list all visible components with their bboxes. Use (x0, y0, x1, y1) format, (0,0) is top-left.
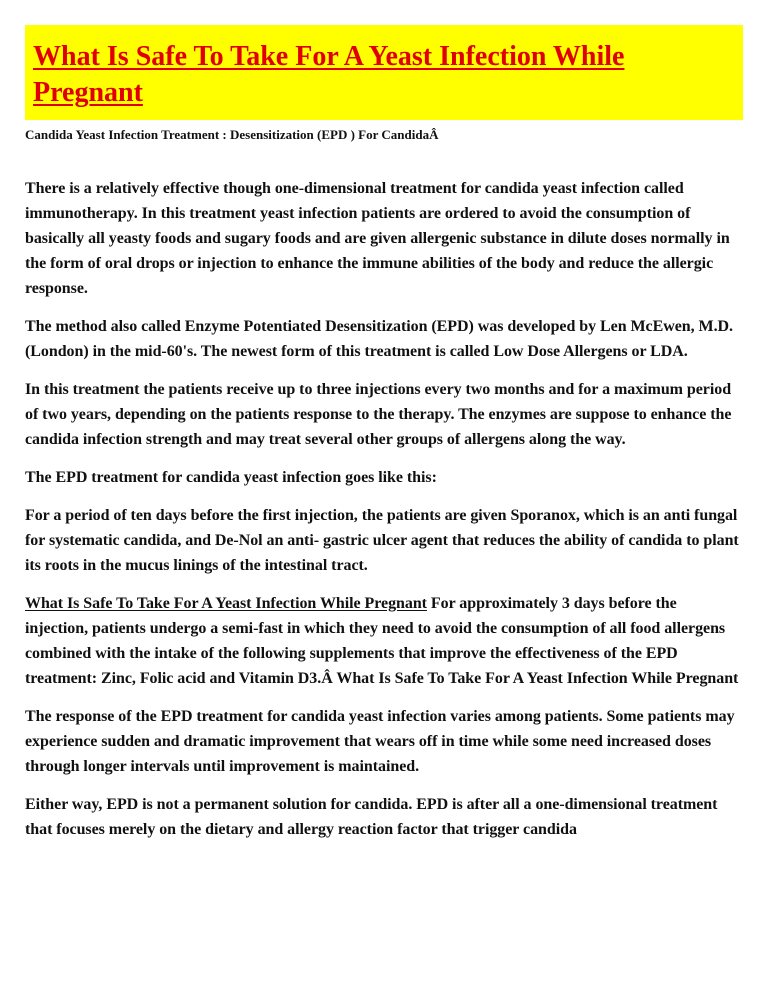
paragraph: Either way, EPD is not a permanent solution for candida. EPD is after all a one-dimensional treatment that focuses merely on the dietary and allergy reaction factor that trigger candida (25, 796, 718, 838)
paragraph: The EPD treatment for candida yeast infection goes like this: (25, 469, 437, 486)
paragraph: There is a relatively effective though one-dimensional treatment for candida yeast infection called immunotherapy. In this treatment yeast infection patients are ordered to avoid the consumption of basically all yeasty foods and sugary foods and are given allergenic substance in dilute doses normally in the form of oral drops or injection to enhance the immune abilities of the body and reduce the allergic response. (25, 180, 730, 297)
link-paragraph-text: For approximately 3 days before the injection, patients undergo a semi-fast in which they need to avoid the consumption of all food allergens combined with the intake of the following supplements that improve the effectiveness of the EPD treatment: Zinc, Folic acid and Vitamin D3.Â What Is Safe To Take For A Yeast Infection While Pregnant (25, 595, 739, 687)
subtitle: Candida Yeast Infection Treatment : Desensitization (EPD ) For CandidaÂ (25, 127, 439, 142)
title-banner (25, 25, 743, 120)
title-link[interactable]: What Is Safe To Take For A Yeast Infection While Pregnant (33, 41, 625, 108)
link-paragraph (25, 591, 743, 691)
article-body (25, 176, 743, 855)
paragraph: The method also called Enzyme Potentiated Desensitization (EPD) was developed by Len McEwen, M.D. (London) in the mid-60's. The newest form of this treatment is called Low Dose Allergens or LDA. (25, 318, 733, 360)
paragraph: For a period of ten days before the first injection, the patients are given Sporanox, which is an anti fungal for systematic candida, and De-Nol an anti- gastric ulcer agent that reduces the ability of candida to plant its roots in the mucus linings of the intestinal tract. (25, 507, 739, 574)
paragraph: The response of the EPD treatment for candida yeast infection varies among patients. Some patients may experience sudden and dramatic improvement that wears off in time while some need increased doses through longer intervals until improvement is maintained. (25, 708, 735, 775)
paragraph: In this treatment the patients receive up to three injections every two months and for a maximum period of two years, depending on the patients response to the therapy. The enzymes are suppose to enhance the candida infection strength and may treat several other groups of allergens along the way. (25, 381, 732, 448)
inline-article-link[interactable]: What Is Safe To Take For A Yeast Infection While Pregnant (25, 595, 427, 612)
